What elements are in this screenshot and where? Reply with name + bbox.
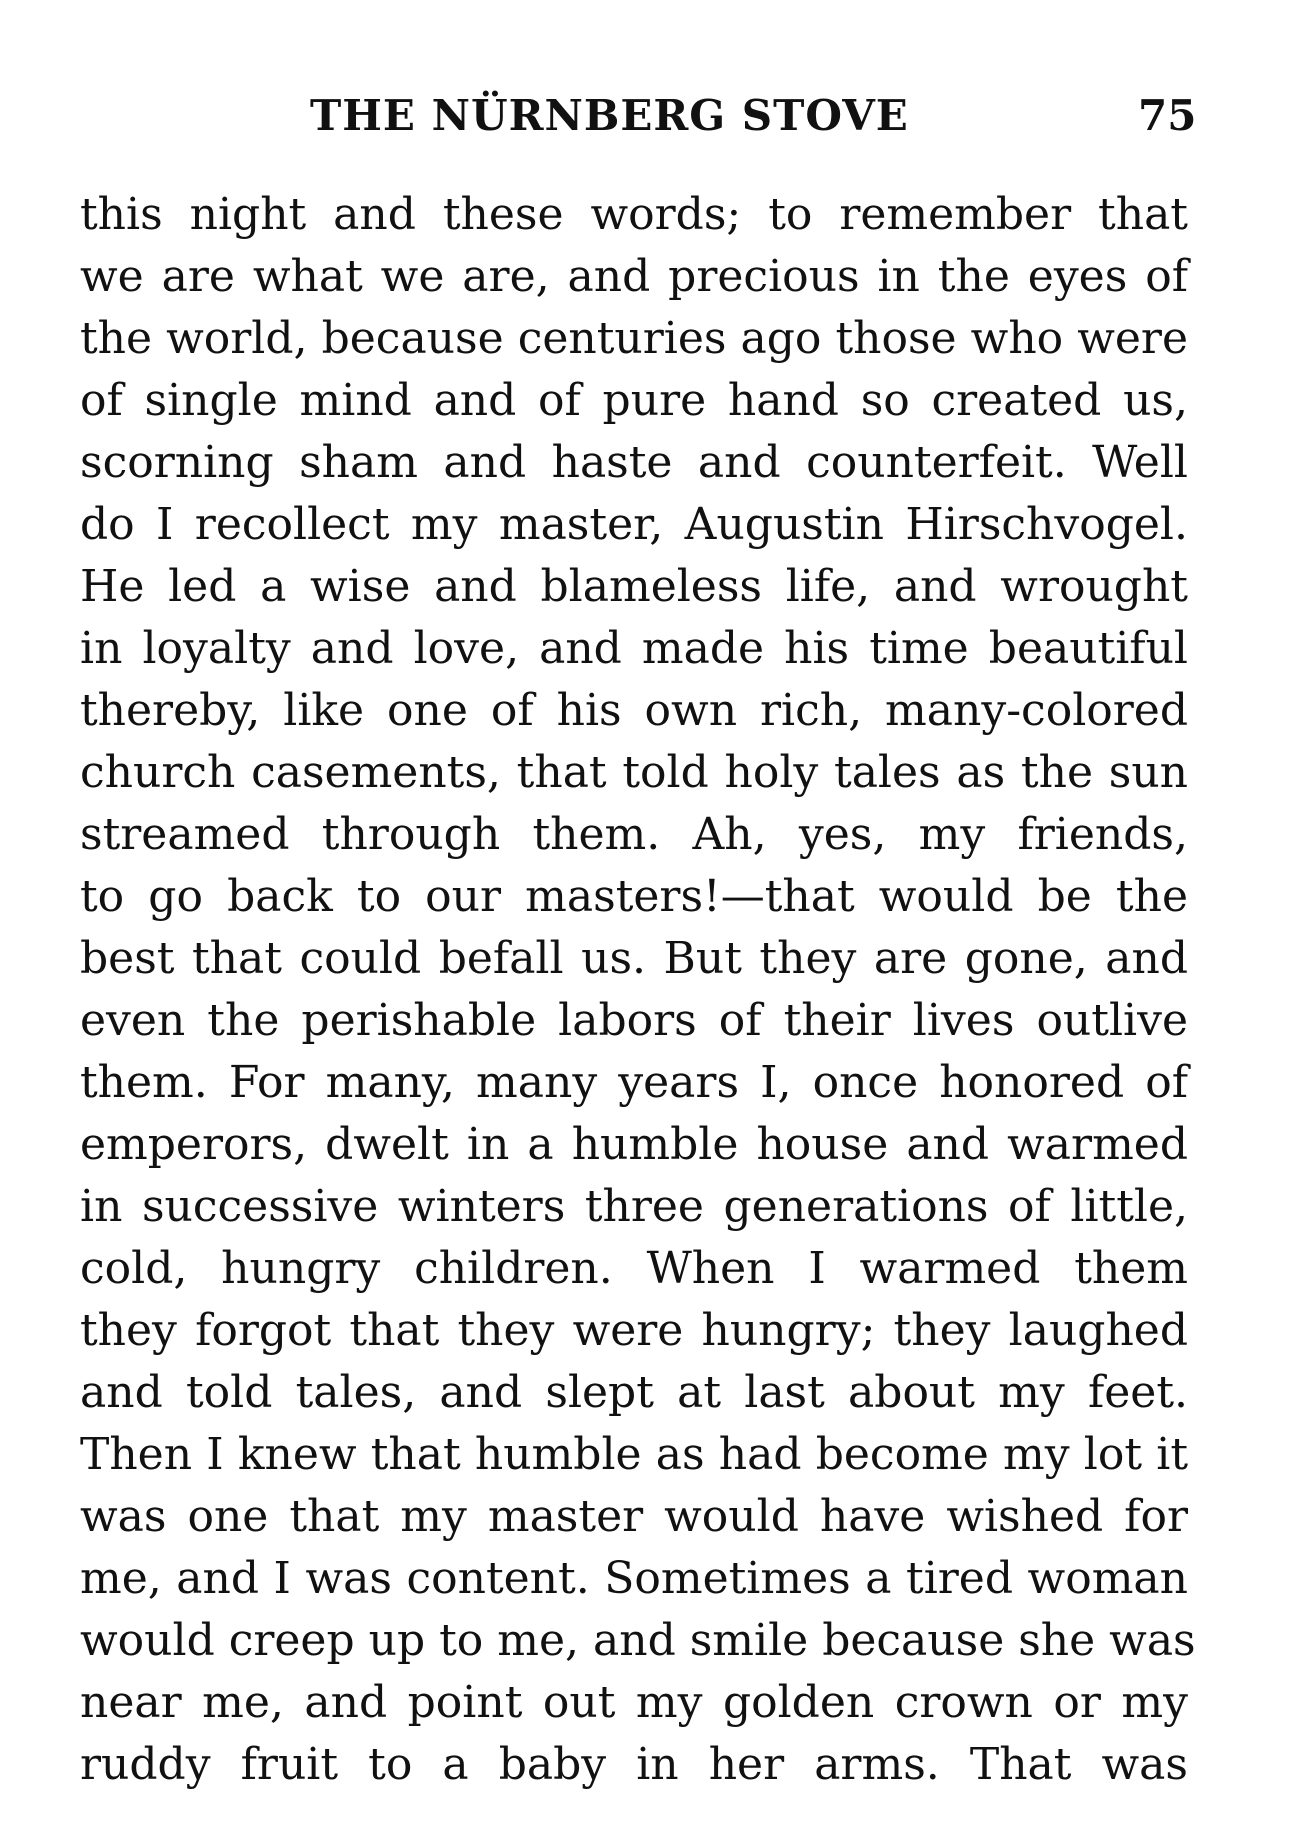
text-line: we are what we are, and precious in the eyes of (80, 251, 1188, 302)
text-line: church casements, that told holy tales as the sun (80, 747, 1188, 798)
text-line: ruddy fruit to a baby in her arms. That was (80, 1739, 1188, 1790)
text-line: and told tales, and slept at last about my feet. (80, 1367, 1188, 1418)
text-line: of single mind and of pure hand so created us, (80, 375, 1188, 426)
text-line: even the perishable labors of their lives outlive (80, 995, 1188, 1046)
text-line: scorning sham and haste and counterfeit. Well (80, 437, 1188, 488)
text-line: they forgot that they were hungry; they laughed (80, 1305, 1188, 1356)
text-line: in successive winters three generations of little, (80, 1181, 1188, 1232)
text-line: best that could befall us. But they are gone, and (80, 933, 1188, 984)
running-title: THE NÜRNBERG STOVE (310, 91, 909, 140)
text-line: cold, hungry children. When I warmed them (80, 1243, 1188, 1294)
text-line: emperors, dwelt in a humble house and warmed (80, 1119, 1188, 1170)
text-line: the world, because centuries ago those who were (80, 313, 1188, 364)
text-line: them. For many, many years I, once honored of (80, 1057, 1188, 1108)
text-line: thereby, like one of his own rich, many-colored (80, 685, 1188, 736)
text-line: me, and I was content. Sometimes a tired woman (80, 1553, 1188, 1604)
text-line: this night and these words; to remember that (80, 189, 1188, 240)
body-text (80, 184, 1196, 1796)
text-line: He led a wise and blameless life, and wrought (80, 561, 1188, 612)
running-head (0, 92, 1306, 152)
page-number: 75 (1138, 91, 1197, 140)
text-line: was one that my master would have wished for (80, 1491, 1188, 1542)
text-line: in loyalty and love, and made his time beautiful (80, 623, 1188, 674)
text-line: Then I knew that humble as had become my lot it (80, 1429, 1188, 1480)
text-line: streamed through them. Ah, yes, my friends, (80, 809, 1188, 860)
text-line: would creep up to me, and smile because she was (80, 1615, 1196, 1666)
text-line: near me, and point out my golden crown or my (80, 1677, 1188, 1728)
text-line: to go back to our masters!—that would be the (80, 871, 1188, 922)
text-line: do I recollect my master, Augustin Hirschvogel. (80, 499, 1188, 550)
